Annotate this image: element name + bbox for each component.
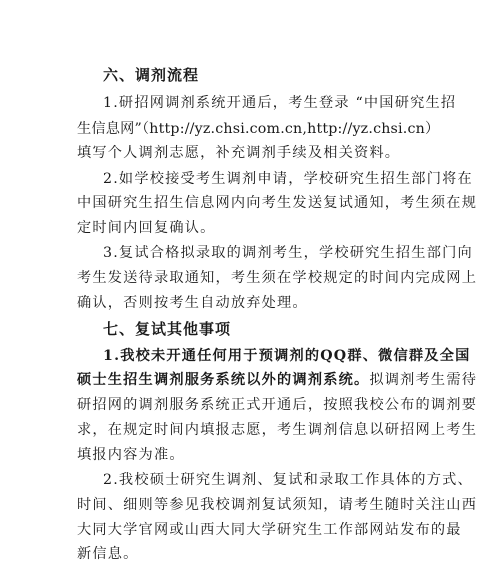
section-6-item-1-line-1: 1.研招网调剂系统开通后，考生登录 “中国研究生招 <box>103 95 457 111</box>
section-7-item-1-line-1: 1.我校未开通任何用于预调剂的QQ群、微信群及全国 <box>103 348 471 364</box>
section-6-item-2-line-2: 中国研究生招生信息网内向考生发送复试通知，考生须在规 <box>77 195 478 211</box>
section-7-item-1-line-3: 研招网的调剂服务系统正式开通后，按照我校公布的调剂要 <box>77 397 478 413</box>
section-7-item-1-line-4: 求，在规定时间内填报志愿，考生调剂信息以研招网上考生 <box>77 422 478 438</box>
section-6-heading: 六、调剂流程 <box>103 66 200 84</box>
section-7-item-1-regular-text: 拟调剂考生需待 <box>369 372 478 388</box>
section-6-item-2-line-3: 定时间内回复确认。 <box>77 220 216 236</box>
section-7-heading: 七、复试其他事项 <box>103 320 232 338</box>
section-7-item-2-line-3: 大同大学官网或山西大同大学研究生工作部网站发布的最 <box>77 522 462 538</box>
section-7-item-1-line-5: 填报内容为准。 <box>77 447 185 463</box>
section-7-item-2-line-2: 时间、细则等参见我校调剂复试须知，请考生随时关注山西 <box>77 497 478 513</box>
section-6-item-3-line-1: 3.复试合格拟录取的调剂考生，学校研究生招生部门向 <box>103 245 473 261</box>
section-6-item-3-line-2: 考生发送待录取通知，考生须在学校规定的时间内完成网上 <box>77 270 478 286</box>
section-7-item-2-line-4: 新信息。 <box>77 546 139 562</box>
section-6-item-2-line-1: 2.如学校接受考生调剂申请，学校研究生招生部门将在 <box>103 171 473 187</box>
section-6-item-3-line-3: 确认，否则按考生自动放弃处理。 <box>77 295 308 311</box>
section-7-item-1-line-2 <box>77 370 477 390</box>
section-7-item-2-line-1: 2.我校硕士研究生调剂、复试和录取工作具体的方式、 <box>103 472 473 488</box>
section-6-item-1-line-3: 填写个人调剂志愿，补充调剂手续及相关资料。 <box>77 145 401 161</box>
section-7-item-1-bold-text: 硕士生招生调剂服务系统以外的调剂系统。 <box>77 372 370 388</box>
section-6-item-1-line-2: 生信息网”（http://yz.chsi.com.cn,http://yz.chsi.cn） <box>77 121 440 137</box>
